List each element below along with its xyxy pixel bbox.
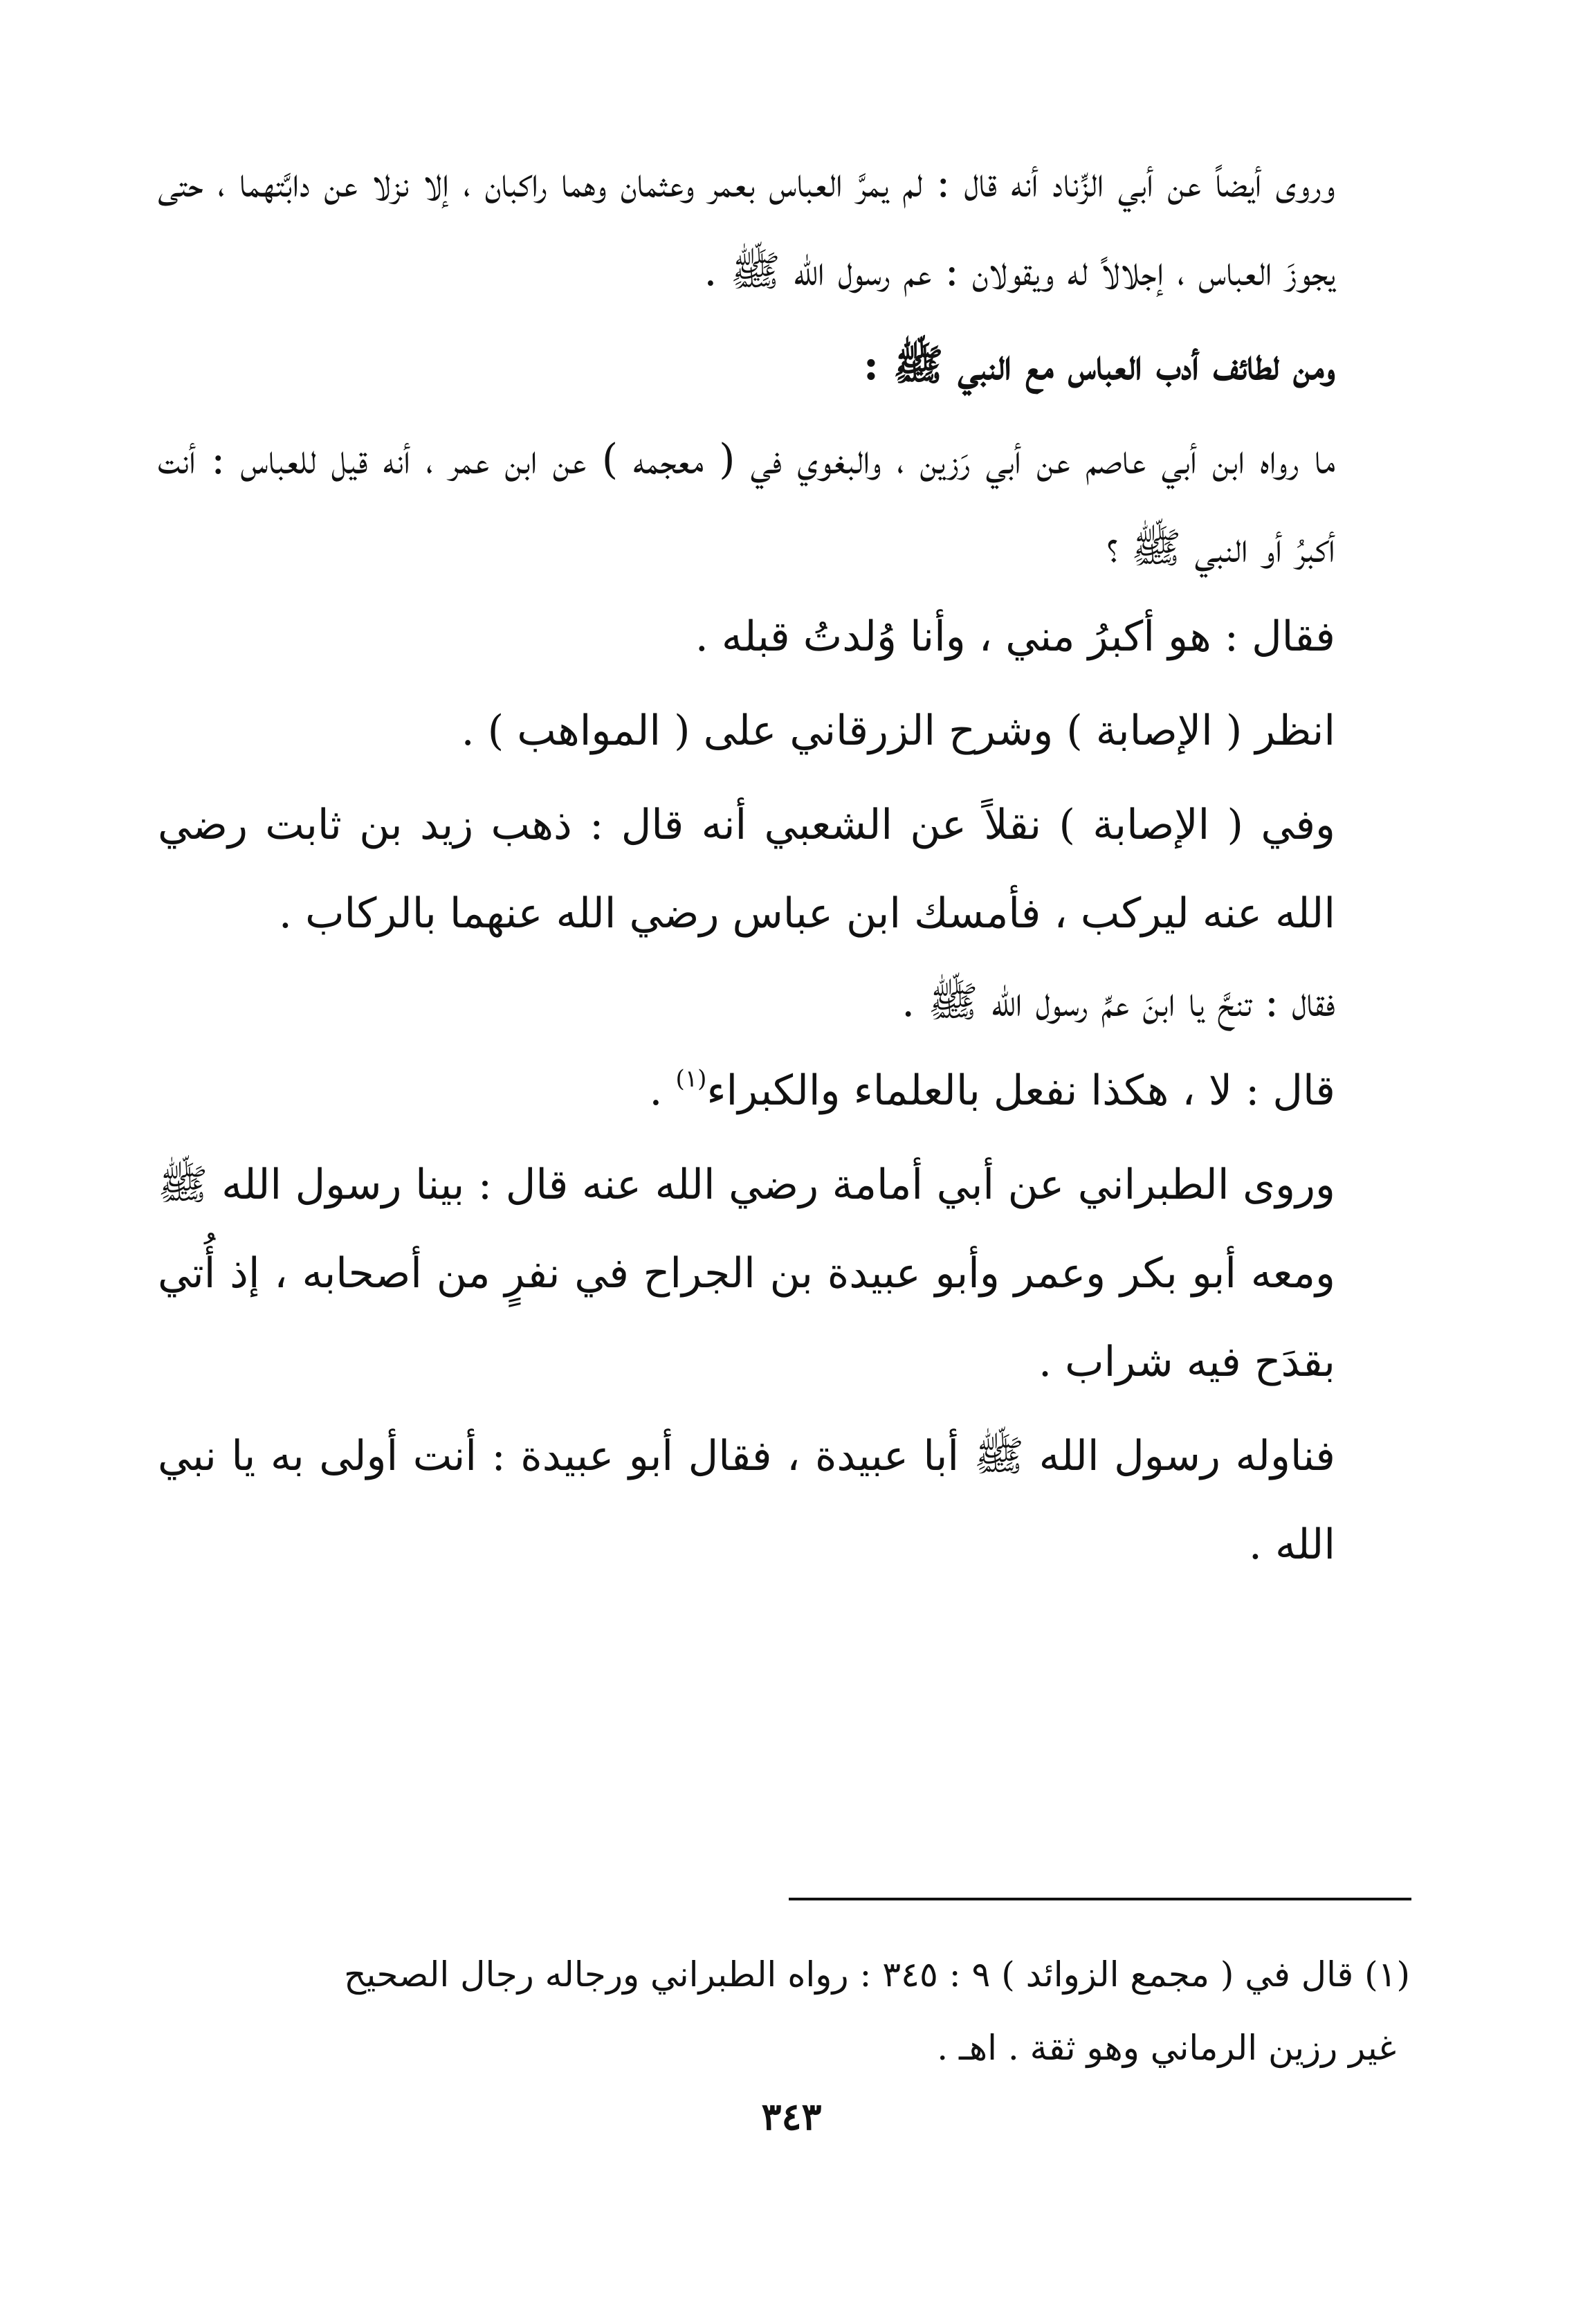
footnote-1-line-2: غير رزين الرماني وهو ثقة . اهـ . <box>937 2028 1396 2068</box>
paragraph-9: فناوله رسول الله ﷺ أبا عبيدة ، فقال أبو عبيدة : أنت أولى به يا نبي الله . <box>158 1432 1335 1569</box>
page-number: ٣٤٣ <box>761 2094 822 2139</box>
paragraph-8: وروى الطبراني عن أبي أمامة رضي الله عنه قال : بينا رسول الله ﷺ ومعه أبو بكر وعمر وأبو عبيدة بن الجراح في نفرٍ من أصحابه ، إذ أُتي بقدَح فيه شراب . <box>158 1161 1335 1386</box>
footnote-1-line-1: (١) قال في ( مجمع الزوائد ) ٩ : ٣٤٥ : رواه الطبراني ورجاله رجال الصحيح <box>344 1954 1410 1995</box>
paragraph-6: فقال : تنحَّ يا ابنَ عمِّ رسول الله ﷺ . <box>902 978 1335 1026</box>
paragraph-7 <box>158 1046 1418 1135</box>
paragraph-7-text: قال : لا ، هكذا نفعل بالعلماء والكبراء <box>706 1066 1335 1115</box>
footnote-separator <box>789 1898 1411 1900</box>
main-text <box>158 138 1418 1589</box>
footnote-reference: (١) <box>675 1065 707 1093</box>
paragraph-7-end: . <box>649 1066 676 1115</box>
paragraph-2: ما رواه ابن أبي عاصم عن أبي رَزين ، والبغوي في ( معجمه ) عن ابن عمر ، أنه قيل للعباس : أنت أكبرُ أو النبي ﷺ ؟ <box>158 435 1335 572</box>
footnotes <box>151 1938 1410 2085</box>
paragraph-3: فقال : هو أكبرُ مني ، وأنا وُلدتُ قبله . <box>695 612 1335 661</box>
paragraph-1: وروى أيضاً عن أبي الزِّناد أنه قال : لم يمرَّ العباس بعمر وعثمان وهما راكبان ، إلا نزلا عن دابَّتهما ، حتى يجوزَ العباس ، إجلالاً له ويقولان : عم رسول الله ﷺ . <box>158 158 1335 296</box>
paragraph-4: انظر ( الإصابة ) وشرح الزرقاني على ( المواهب ) . <box>461 707 1335 755</box>
paragraph-5: وفي ( الإصابة ) نقلاً عن الشعبي أنه قال : ذهب زيد بن ثابت رضي الله عنه ليركب ، فأمسك ابن عباس رضي الله عنهما بالركاب . <box>158 801 1335 938</box>
section-heading: ومن لطائف أدب العباس مع النبي ﷺ : <box>863 341 1335 390</box>
